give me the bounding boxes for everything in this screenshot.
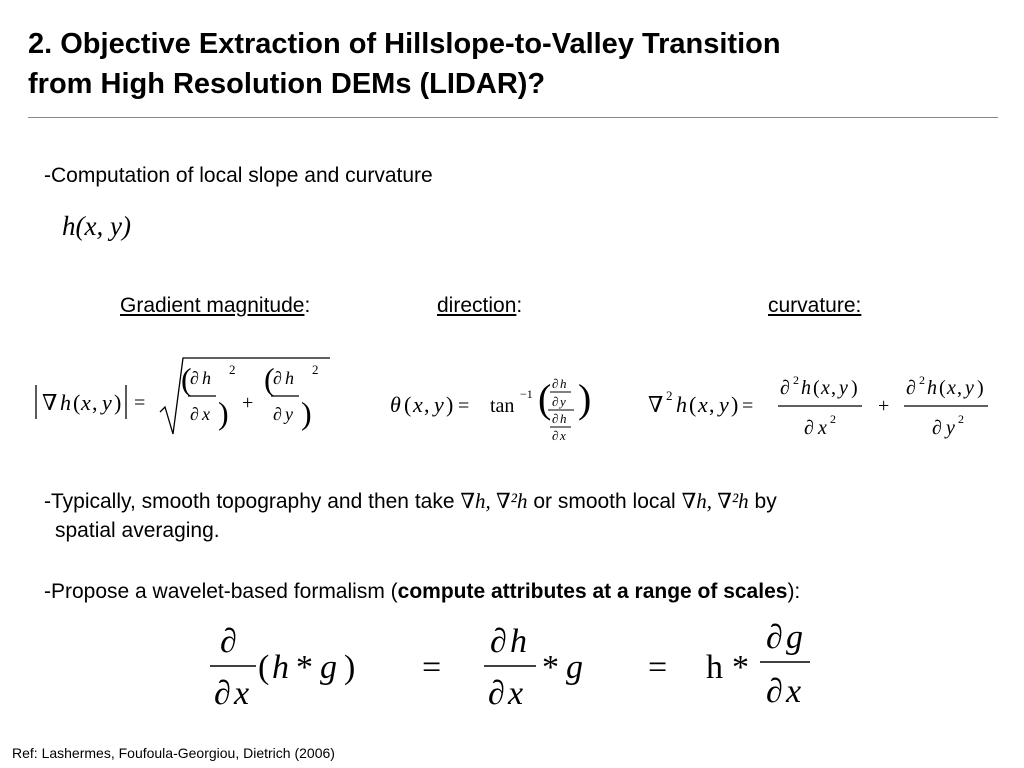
svg-text:∂: ∂ xyxy=(780,377,790,399)
svg-text:∂: ∂ xyxy=(804,417,814,439)
svg-text:∂: ∂ xyxy=(488,675,505,712)
svg-text:∂: ∂ xyxy=(190,404,199,424)
svg-text:y: y xyxy=(434,392,444,417)
direction-heading xyxy=(437,293,522,319)
svg-text:∂: ∂ xyxy=(766,673,783,710)
svg-text:∇: ∇ xyxy=(42,390,58,415)
svg-text:=: = xyxy=(742,395,754,417)
svg-text:y: y xyxy=(285,404,293,424)
svg-text:): ) xyxy=(731,392,739,417)
svg-text:x: x xyxy=(786,673,802,710)
svg-text:h: h xyxy=(676,392,687,417)
svg-text:∂: ∂ xyxy=(552,411,559,426)
curvature-heading xyxy=(768,293,861,319)
svg-text:): ) xyxy=(446,392,454,417)
svg-text:g: g xyxy=(566,649,583,686)
svg-text:x: x xyxy=(947,377,956,399)
svg-text:=: = xyxy=(648,649,668,686)
svg-text:x: x xyxy=(508,675,524,712)
svg-text:(: ( xyxy=(73,390,81,415)
svg-text:x: x xyxy=(698,392,708,417)
svg-text:∂: ∂ xyxy=(932,417,942,439)
svg-text:∂: ∂ xyxy=(552,376,559,391)
svg-text:2: 2 xyxy=(312,362,319,377)
gradient-magnitude-equation xyxy=(30,352,340,442)
svg-text:g: g xyxy=(320,649,337,686)
svg-text:∂: ∂ xyxy=(552,394,559,409)
svg-text:(: ( xyxy=(689,392,697,417)
svg-text:2: 2 xyxy=(958,412,964,426)
slide-title xyxy=(28,24,988,104)
svg-text:(: ( xyxy=(813,377,820,399)
svg-text:h: h xyxy=(560,411,567,426)
direction-colon: : xyxy=(516,294,523,317)
gradient-direction-equation xyxy=(386,362,606,442)
gradient-magnitude-label: Gradient magnitude xyxy=(120,294,305,317)
gradient-magnitude-heading xyxy=(120,293,310,319)
svg-text:tan: tan xyxy=(490,395,515,417)
svg-text:): ) xyxy=(977,377,984,399)
svg-text:=: = xyxy=(134,392,146,414)
svg-text:∂: ∂ xyxy=(766,619,783,656)
svg-text:y: y xyxy=(839,377,848,399)
svg-text:−1: −1 xyxy=(520,387,533,401)
svg-text:): ) xyxy=(218,395,229,431)
svg-text:y: y xyxy=(560,394,566,409)
svg-text:h: h xyxy=(60,390,71,415)
svg-text:+: + xyxy=(878,395,890,417)
wavelet-derivative-equation xyxy=(200,612,820,722)
smoothing-text-middle: or smooth local xyxy=(527,490,682,513)
svg-text:(: ( xyxy=(939,377,946,399)
svg-text:): ) xyxy=(851,377,858,399)
wavelet-text-end: ): xyxy=(787,580,801,603)
svg-text:(: ( xyxy=(264,361,275,397)
wavelet-text-start: -Propose a wavelet-based formalism ( xyxy=(44,580,398,603)
svg-text:h: h xyxy=(927,377,937,399)
svg-text:x: x xyxy=(234,675,250,712)
svg-text:): ) xyxy=(344,649,356,686)
operators-inline: ∇h, ∇²h xyxy=(460,489,528,513)
svg-text:h: h xyxy=(801,377,811,399)
svg-text:∇: ∇ xyxy=(648,392,664,417)
svg-text:x: x xyxy=(413,392,423,417)
smoothing-text-start: -Typically, smooth topography and then take xyxy=(44,490,461,513)
height-function: h(x, y) xyxy=(62,211,131,241)
svg-text:(: ( xyxy=(181,361,192,397)
svg-text:h: h xyxy=(706,649,723,686)
svg-text:h: h xyxy=(202,368,211,388)
svg-text:h: h xyxy=(272,649,289,686)
curvature-equation xyxy=(644,366,1014,446)
svg-text:*: * xyxy=(732,649,749,686)
svg-text:+: + xyxy=(242,392,254,414)
svg-text:θ: θ xyxy=(390,392,401,417)
smoothing-continuation: spatial averaging. xyxy=(55,519,220,542)
title-divider xyxy=(28,117,998,118)
svg-text:,: , xyxy=(831,377,836,399)
curvature-label: curvature: xyxy=(768,294,862,317)
wavelet-bold-text: compute attributes at a range of scales xyxy=(397,580,788,603)
svg-text:∂: ∂ xyxy=(552,428,559,442)
svg-text:x: x xyxy=(560,428,566,442)
svg-text:2: 2 xyxy=(229,362,236,377)
svg-text:x: x xyxy=(202,404,210,424)
svg-text:∂: ∂ xyxy=(220,623,237,660)
svg-text:∂: ∂ xyxy=(490,623,507,660)
svg-text:g: g xyxy=(786,619,803,656)
svg-text:h: h xyxy=(285,368,294,388)
svg-text:): ) xyxy=(301,395,312,431)
svg-text:,: , xyxy=(92,390,98,415)
svg-text:): ) xyxy=(578,376,592,421)
operators-inline-2: ∇h, ∇²h xyxy=(681,489,749,513)
svg-text:y: y xyxy=(102,390,112,415)
svg-text:2: 2 xyxy=(666,388,673,403)
svg-text:2: 2 xyxy=(919,373,925,387)
svg-text:*: * xyxy=(542,649,559,686)
svg-text:x: x xyxy=(821,377,830,399)
svg-text:x: x xyxy=(81,390,91,415)
svg-text:,: , xyxy=(424,392,430,417)
svg-text:=: = xyxy=(458,395,470,417)
gradient-colon: : xyxy=(304,294,311,317)
svg-text:∂: ∂ xyxy=(273,404,282,424)
direction-label: direction xyxy=(437,294,517,317)
bullet-smoothing xyxy=(44,488,777,515)
svg-text:(: ( xyxy=(404,392,412,417)
svg-text:): ) xyxy=(114,390,122,415)
svg-text:∂: ∂ xyxy=(214,675,231,712)
svg-text:2: 2 xyxy=(793,373,799,387)
svg-text:∂: ∂ xyxy=(906,377,916,399)
bullet-wavelet xyxy=(44,579,800,605)
svg-text:y: y xyxy=(965,377,974,399)
title-line-1: 2. Objective Extraction of Hillslope-to-Valley Transition xyxy=(28,28,781,60)
svg-text:h: h xyxy=(560,376,567,391)
reference-citation: Ref: Lashermes, Foufoula-Georgiou, Dietrich (2006) xyxy=(12,745,335,761)
svg-text:=: = xyxy=(422,649,442,686)
svg-text:x: x xyxy=(818,417,827,439)
svg-text:∂: ∂ xyxy=(190,368,199,388)
svg-text:2: 2 xyxy=(830,412,836,426)
svg-text:(: ( xyxy=(258,649,270,686)
smoothing-text-end: by xyxy=(748,490,777,513)
svg-text:h: h xyxy=(510,623,527,660)
title-line-2: from High Resolution DEMs (LIDAR)? xyxy=(28,68,546,100)
bullet-slope-curvature: -Computation of local slope and curvature xyxy=(44,164,433,187)
svg-text:(: ( xyxy=(538,376,552,421)
svg-text:,: , xyxy=(957,377,962,399)
svg-text:y: y xyxy=(946,417,955,439)
svg-text:,: , xyxy=(709,392,715,417)
svg-text:y: y xyxy=(719,392,729,417)
svg-text:∂: ∂ xyxy=(273,368,282,388)
svg-text:*: * xyxy=(296,649,313,686)
